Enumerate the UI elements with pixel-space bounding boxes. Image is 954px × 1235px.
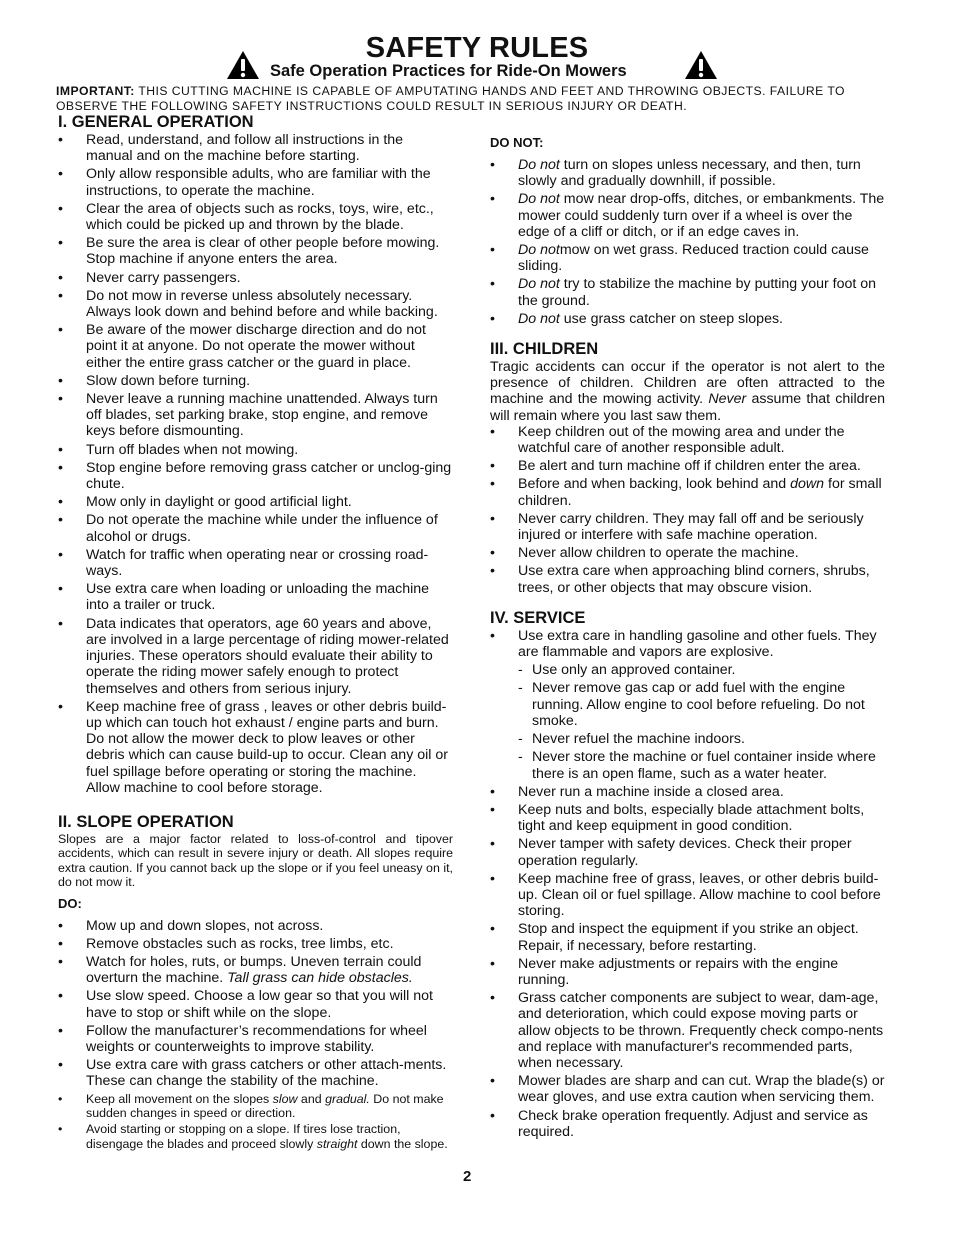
list-item-emphasis: Do not bbox=[518, 191, 560, 208]
right-column bbox=[490, 135, 885, 1142]
list-item: • Mow up and down slopes, not across. bbox=[58, 918, 453, 934]
list-item-text: Avoid starting or stopping on a slope. If tires lose traction, disengage the blades and proceed slowly bbox=[86, 1122, 401, 1151]
page-number: 2 bbox=[463, 1168, 472, 1185]
list-item: • Never carry passengers. bbox=[58, 270, 453, 286]
section-heading-slope-operation: II. SLOPE OPERATION bbox=[58, 812, 234, 831]
section-heading-general-operation: I. GENERAL OPERATION bbox=[58, 113, 254, 131]
list-item: • Keep machine free of grass, leaves, or other debris build-up. Clean oil or fuel spillage. Allow machine to cool before storing. bbox=[490, 871, 885, 920]
section-heading-children: III. CHILDREN bbox=[490, 340, 599, 359]
list-item-text: Do not make sudden changes in speed or direction. bbox=[86, 1091, 444, 1120]
list-item: • Be alert and turn machine off if children enter the area. bbox=[490, 458, 885, 474]
list-item-emphasis: Do not bbox=[518, 242, 560, 259]
list-item-text: Keep all movement on the slopes bbox=[86, 1091, 270, 1106]
list-item-text: try to stabilize the machine by putting your foot on the ground. bbox=[518, 276, 877, 309]
important-text: THIS CUTTING MACHINE IS CAPABLE OF AMPUTATING HANDS AND FEET AND THROWING OBJECTS. FAILURE TO OBSERVE THE FOLLOWING SAFETY INSTRUCTIONS COULD RESULT IN SERIOUS INJURY OR DEATH. bbox=[56, 84, 845, 113]
list-item bbox=[490, 157, 885, 189]
list-item: • Follow the manufacturer’s recommendations for wheel weights or counterweights to improve stability. bbox=[58, 1023, 453, 1055]
list-item-emphasis: slow bbox=[272, 1091, 298, 1106]
list-item: • Clear the area of objects such as rocks, toys, wire, etc., which could be picked up and thrown by the blade. bbox=[58, 201, 453, 233]
list-item: • Never run a machine inside a closed area. bbox=[490, 784, 885, 800]
service-list bbox=[490, 784, 885, 1140]
slope-do-list-small bbox=[58, 1092, 453, 1152]
list-item: • Be aware of the mower discharge direction and do not point it at anyone. Do not operate the mower without either the entire grass catcher or the guard in place. bbox=[58, 322, 453, 371]
list-item: • Keep machine free of grass , leaves or other debris build-up which can touch hot exhaust / engine parts and burn. Do not allow the mower deck to plow leaves or other debris which can cause build-up to occur. Clean any oil or fuel spillage before operating or storing the machine. Allow machine to cool before storage. bbox=[58, 699, 453, 796]
do-label: DO: bbox=[58, 895, 82, 911]
important-label: IMPORTANT: bbox=[56, 84, 135, 98]
list-item: • Do not operate the machine while under the influence of alcohol or drugs. bbox=[58, 512, 453, 544]
list-item bbox=[490, 276, 885, 308]
list-item-text: use grass catcher on steep slopes. bbox=[559, 310, 783, 327]
page-title: SAFETY RULES bbox=[365, 32, 589, 64]
warning-triangle-icon bbox=[226, 50, 260, 80]
general-operation-list bbox=[58, 132, 453, 796]
page-subtitle: Safe Operation Practices for Ride-On Mowers bbox=[270, 62, 627, 80]
list-item: • Remove obstacles such as rocks, tree limbs, etc. bbox=[58, 936, 453, 952]
list-item-emphasis: down bbox=[790, 476, 825, 493]
list-item bbox=[490, 242, 885, 274]
intro-text: assume that children will remain where you last saw them. bbox=[490, 391, 885, 424]
list-item: • Use extra care when loading or unloading the machine into a trailer or truck. bbox=[58, 581, 453, 613]
list-item: - Never refuel the machine indoors. bbox=[518, 731, 885, 747]
list-item: • Mow only in daylight or good artificial light. bbox=[58, 494, 453, 510]
list-item bbox=[58, 1122, 453, 1151]
intro-emphasis: Never bbox=[708, 391, 747, 408]
list-item: • Be sure the area is clear of other people before mowing. Stop machine if anyone enters the area. bbox=[58, 235, 453, 267]
children-list bbox=[490, 424, 885, 596]
list-item-text: mow near drop-offs, ditches, or embankments. The mower could suddenly turn over if a wheel is over the edge of a cliff or ditch, or if an edge caves in. bbox=[518, 191, 885, 240]
list-item: • Never allow children to operate the machine. bbox=[490, 545, 885, 561]
service-list-first bbox=[490, 628, 885, 660]
list-item: • Stop engine before removing grass catcher or unclog-ging chute. bbox=[58, 460, 453, 492]
list-item: • Use slow speed. Choose a low gear so that you will not have to stop or shift while on the slope. bbox=[58, 988, 453, 1020]
intro-text: Tragic accidents can occur if the operator is not alert to the presence of children. Children are often attracted to the machine and the mowing activity. bbox=[490, 359, 885, 408]
list-item: • Mower blades are sharp and can cut. Wrap the blade(s) or wear gloves, and use extra caution when servicing them. bbox=[490, 1073, 885, 1105]
list-item bbox=[490, 191, 885, 240]
list-item: • Grass catcher components are subject to wear, dam-age, and deterioration, which could expose moving parts or allow objects to be thrown. Frequently check compo-nents and replace with manufacturer's recommended parts, when necessary. bbox=[490, 990, 885, 1071]
list-item: • Use extra care when approaching blind corners, shrubs, trees, or other objects that may obscure vision. bbox=[490, 563, 885, 595]
list-item-text: down the slope. bbox=[360, 1136, 448, 1151]
list-item: • Only allow responsible adults, who are familiar with the instructions, to operate the machine. bbox=[58, 166, 453, 198]
list-item-text: for small children. bbox=[518, 476, 882, 509]
left-column bbox=[58, 112, 453, 1153]
warning-triangle-icon bbox=[684, 50, 718, 80]
list-item: • Never make adjustments or repairs with the engine running. bbox=[490, 956, 885, 988]
list-item: • Slow down before turning. bbox=[58, 373, 453, 389]
list-item: • Data indicates that operators, age 60 years and above, are involved in a large percentage of riding mower-related injuries. These operators should evaluate their ability to operate the riding mower safely enough to protect themselves and others from serious injury. bbox=[58, 616, 453, 697]
list-item: • Never carry children. They may fall off and be seriously injured or interfere with safe machine operation. bbox=[490, 511, 885, 543]
list-item-text: Watch for holes, ruts, or bumps. Uneven terrain could overturn the machine. bbox=[86, 953, 422, 987]
list-item: - Never remove gas cap or add fuel with the engine running. Allow engine to cool before refueling. Do not smoke. bbox=[518, 680, 885, 729]
list-item: - Use only an approved container. bbox=[518, 662, 885, 678]
list-item: • Turn off blades when not mowing. bbox=[58, 442, 453, 458]
list-item: • Read, understand, and follow all instructions in the manual and on the machine before starting. bbox=[58, 132, 453, 164]
list-item-emphasis: straight bbox=[316, 1136, 358, 1151]
list-item-text: mow on wet grass. Reduced traction could cause sliding. bbox=[518, 242, 869, 275]
list-item: • Keep nuts and bolts, especially blade attachment bolts, tight and keep equipment in good condition. bbox=[490, 802, 885, 834]
list-item-emphasis: Do not bbox=[518, 157, 560, 173]
slope-intro: Slopes are a major factor related to loss-of-control and tipover accidents, which can result in severe injury or death. All slopes require extra caution. If you cannot back up the slope or if you feel uneasy on it, do not mow it. bbox=[58, 831, 453, 890]
list-item-emphasis: Do not bbox=[518, 310, 560, 327]
list-item-emphasis: gradual. bbox=[325, 1091, 370, 1106]
list-item bbox=[490, 476, 885, 508]
list-item: • Watch for traffic when operating near or crossing road-ways. bbox=[58, 547, 453, 579]
do-not-label: DO NOT: bbox=[490, 135, 544, 150]
list-item bbox=[490, 311, 885, 327]
list-item: • Never leave a running machine unattended. Always turn off blades, set parking brake, stop engine, and remove keys before dismounting. bbox=[58, 391, 453, 440]
list-item: - Never store the machine or fuel container inside where there is an open flame, such as a water heater. bbox=[518, 749, 885, 781]
service-fuel-sublist bbox=[518, 662, 885, 781]
list-item: • Keep children out of the mowing area and under the watchful care of another responsible adult. bbox=[490, 424, 885, 456]
list-item: • Stop and inspect the equipment if you strike an object. Repair, if necessary, before restarting. bbox=[490, 921, 885, 953]
section-heading-service: IV. SERVICE bbox=[490, 608, 586, 627]
list-item-text: Before and when backing, look behind and bbox=[518, 476, 787, 493]
list-item: • Check brake operation frequently. Adjust and service as required. bbox=[490, 1108, 885, 1140]
list-item bbox=[58, 954, 453, 986]
slope-do-list bbox=[58, 918, 453, 1090]
list-item: • Use extra care with grass catchers or other attach-ments. These can change the stability of the machine. bbox=[58, 1057, 453, 1089]
list-item: • Do not mow in reverse unless absolutely necessary. Always look down and behind before and while backing. bbox=[58, 288, 453, 320]
list-item-text: turn on slopes unless necessary, and then, turn slowly and gradually downhill, if possible. bbox=[518, 157, 861, 190]
list-item bbox=[58, 1092, 453, 1121]
list-item-text: and bbox=[300, 1091, 322, 1106]
list-item-emphasis: Do not bbox=[518, 276, 560, 293]
children-intro bbox=[490, 359, 885, 424]
slope-do-not-list bbox=[490, 157, 885, 327]
list-item-emphasis: Tall grass can hide obstacles. bbox=[227, 970, 413, 987]
list-item: • Use extra care in handling gasoline and other fuels. They are flammable and vapors are explosive. bbox=[490, 628, 885, 660]
important-notice bbox=[56, 84, 896, 113]
list-item: • Never tamper with safety devices. Check their proper operation regularly. bbox=[490, 836, 885, 868]
